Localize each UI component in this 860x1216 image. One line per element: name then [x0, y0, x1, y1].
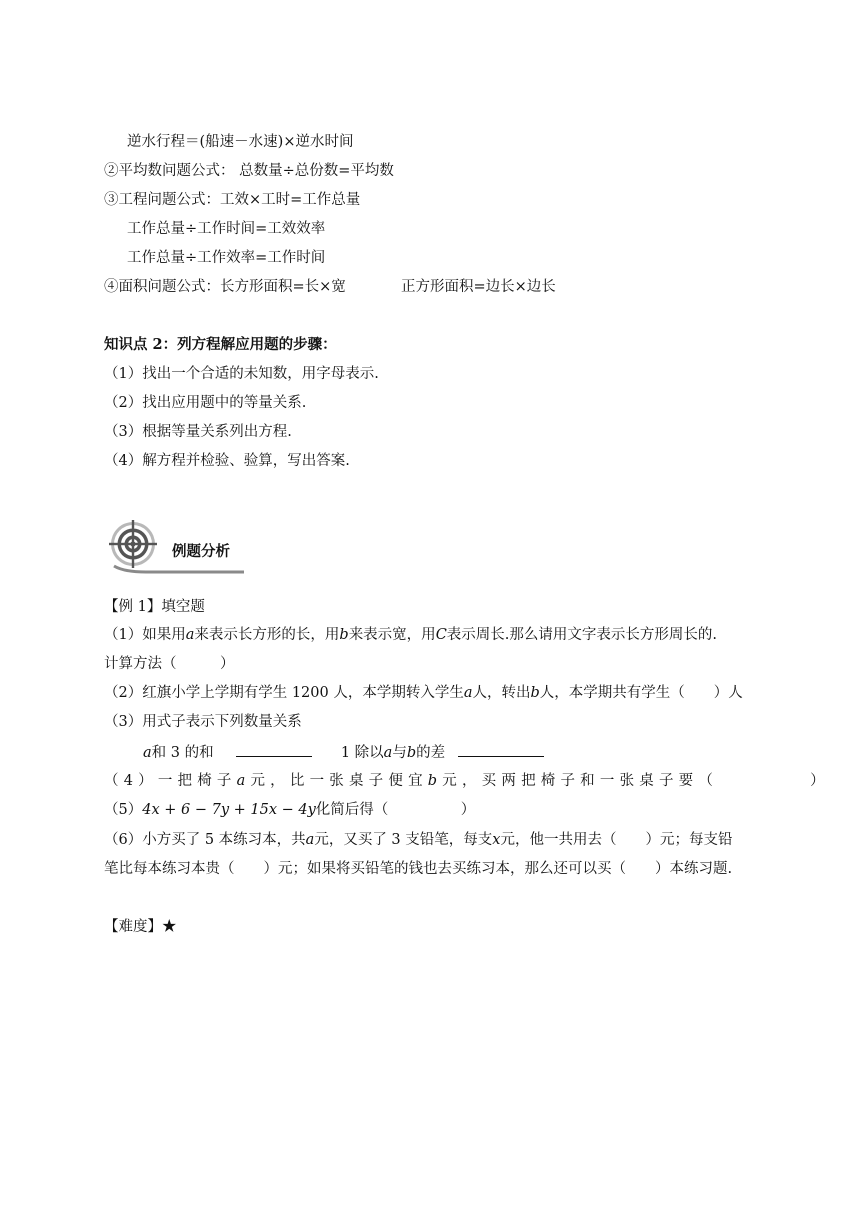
knowledge2-title: 知识点 2：列方程解应用题的步骤：: [104, 336, 337, 353]
knowledge2-step-2: （2）找出应用题中的等量关系.: [104, 395, 307, 411]
example1-head: 【例 1】填空题: [104, 599, 205, 615]
math-expression: 4x + 6 − 7y + 15x − 4y: [142, 802, 316, 818]
formula-average: ②平均数问题公式： 总数量÷总份数=平均数: [104, 163, 394, 179]
answer-blank-1[interactable]: [236, 742, 312, 757]
difficulty-label: 【难度】★: [104, 919, 177, 935]
formula-area-square: 正方形面积=边长×边长: [401, 279, 556, 295]
knowledge2-step-3: （3）根据等量关系列出方程.: [104, 424, 292, 440]
knowledge2-step-4: （4）解方程并检验、验算，写出答案.: [104, 453, 350, 469]
example1-q1-line1: （1）如果用a来表示长方形的长，用b来表示宽，用C表示周长.那么请用文字表示长方形周长的.: [104, 627, 718, 643]
formula-upstream: 逆水行程＝(船速－水速)×逆水时间: [127, 134, 354, 150]
knowledge2-step-1: （1）找出一个合适的未知数，用字母表示.: [104, 366, 379, 382]
formula-work-efficiency: 工作总量÷工作时间=工效效率: [127, 221, 326, 237]
formula-area-rect: ④面积问题公式：长方形面积=长×宽: [104, 279, 346, 295]
answer-blank-2[interactable]: [458, 742, 544, 757]
example1-q2: （2）红旗小学上学期有学生 1200 人，本学期转入学生a人，转出b人，本学期共有学生（ ）人: [104, 685, 743, 701]
example1-q3-head: （3）用式子表示下列数量关系: [104, 714, 302, 730]
example1-q6-line1: （6）小方买了 5 本练习本，共a元，又买了 3 支铅笔，每支x元，他一共用去（ ）元；每支铅: [104, 832, 733, 848]
section-title: 例题分析: [172, 543, 230, 560]
formula-work-title: ③工程问题公式：工效×工时=工作总量: [104, 192, 361, 208]
example1-q1-line2: 计算方法（ ）: [104, 656, 235, 672]
example1-q4: （4）一把椅子a元，比一张桌子便宜b元，买两把椅子和一张桌子要（ ）: [104, 773, 830, 789]
formula-work-time: 工作总量÷工作效率=工作时间: [127, 250, 326, 266]
example1-q6-line2: 笔比每本练习本贵（ ）元；如果将买铅笔的钱也去买练习本，那么还可以买（ ）本练习题.: [104, 861, 733, 877]
example1-q3-items: a和 3 的和 1 除以a与b的差: [143, 742, 544, 763]
example1-q5: （5）4x + 6 − 7y + 15x − 4y化简后得（ ）: [104, 802, 476, 818]
